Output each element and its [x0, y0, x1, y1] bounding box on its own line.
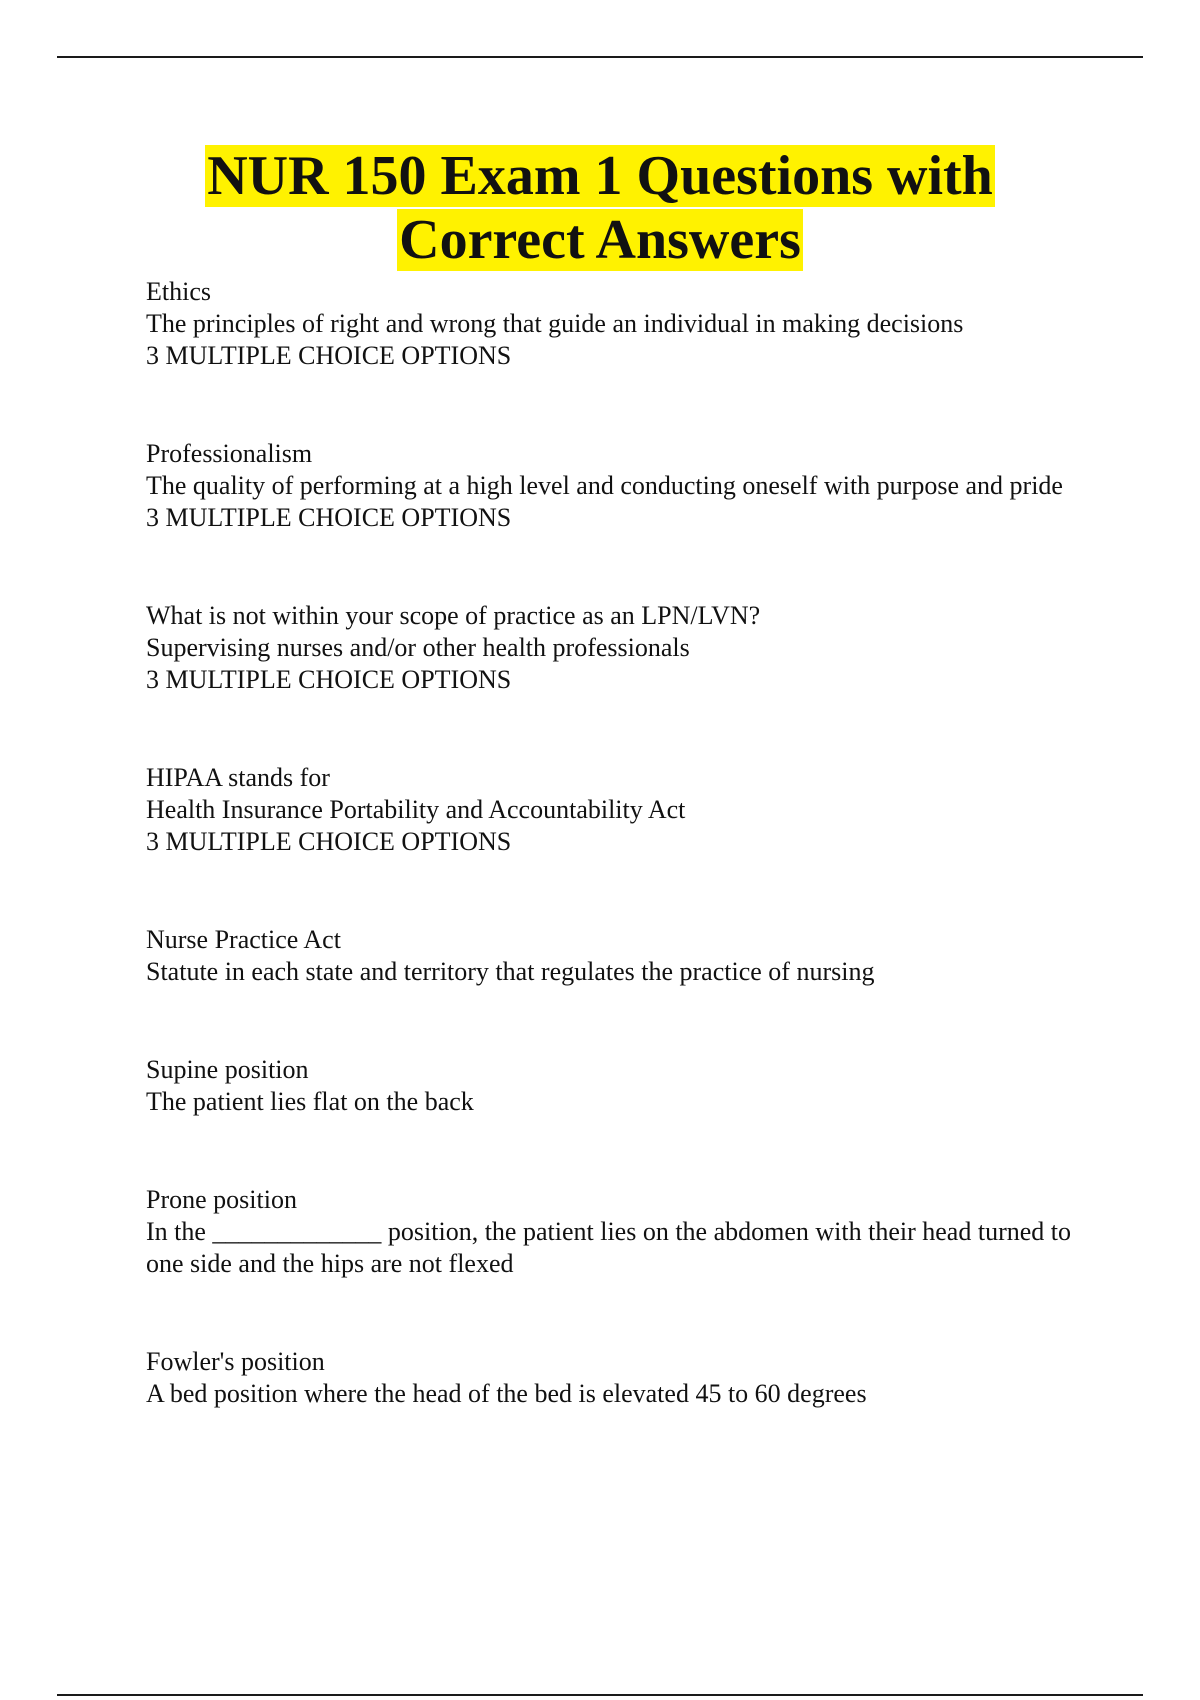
qa-entry	[146, 1054, 1086, 1118]
qa-entry	[146, 1184, 1086, 1280]
top-rule	[57, 56, 1143, 58]
qa-entry	[146, 600, 1086, 696]
entry-term: Fowler's position	[146, 1347, 325, 1376]
entry-definition: Supervising nurses and/or other health professionals	[146, 633, 690, 662]
entry-definition: The quality of performing at a high level and conducting oneself with purpose and pride	[146, 471, 1063, 500]
entry-note: 3 MULTIPLE CHOICE OPTIONS	[146, 665, 512, 694]
title-line-1: NUR 150 Exam 1 Questions with	[207, 145, 993, 207]
entry-term: Supine position	[146, 1055, 309, 1084]
qa-entry	[146, 762, 1086, 858]
entry-definition: The principles of right and wrong that guide an individual in making decisions	[146, 309, 964, 338]
entry-term: HIPAA stands for	[146, 763, 330, 792]
qa-entry	[146, 1346, 1086, 1410]
entry-term: Prone position	[146, 1185, 297, 1214]
entry-definition: The patient lies flat on the back	[146, 1087, 474, 1116]
entry-definition: In the _____________ position, the patient lies on the abdomen with their head turned to one side and the hips are not flexed	[146, 1217, 1071, 1278]
entry-definition: A bed position where the head of the bed is elevated 45 to 60 degrees	[146, 1379, 867, 1408]
qa-entry	[146, 438, 1086, 534]
entry-definition: Health Insurance Portability and Accountability Act	[146, 795, 686, 824]
document-body	[146, 276, 1086, 1410]
page-title	[0, 144, 1200, 272]
qa-entry	[146, 924, 1086, 988]
entry-note: 3 MULTIPLE CHOICE OPTIONS	[146, 827, 512, 856]
bottom-rule	[57, 1694, 1143, 1696]
entry-definition: Statute in each state and territory that regulates the practice of nursing	[146, 957, 875, 986]
entry-note: 3 MULTIPLE CHOICE OPTIONS	[146, 341, 512, 370]
entry-term: Professionalism	[146, 439, 313, 468]
qa-entry	[146, 276, 1086, 372]
entry-term: What is not within your scope of practice as an LPN/LVN?	[146, 601, 761, 630]
entry-term: Nurse Practice Act	[146, 925, 341, 954]
entry-note: 3 MULTIPLE CHOICE OPTIONS	[146, 503, 512, 532]
title-line-2: Correct Answers	[399, 209, 801, 271]
entry-term: Ethics	[146, 277, 211, 306]
